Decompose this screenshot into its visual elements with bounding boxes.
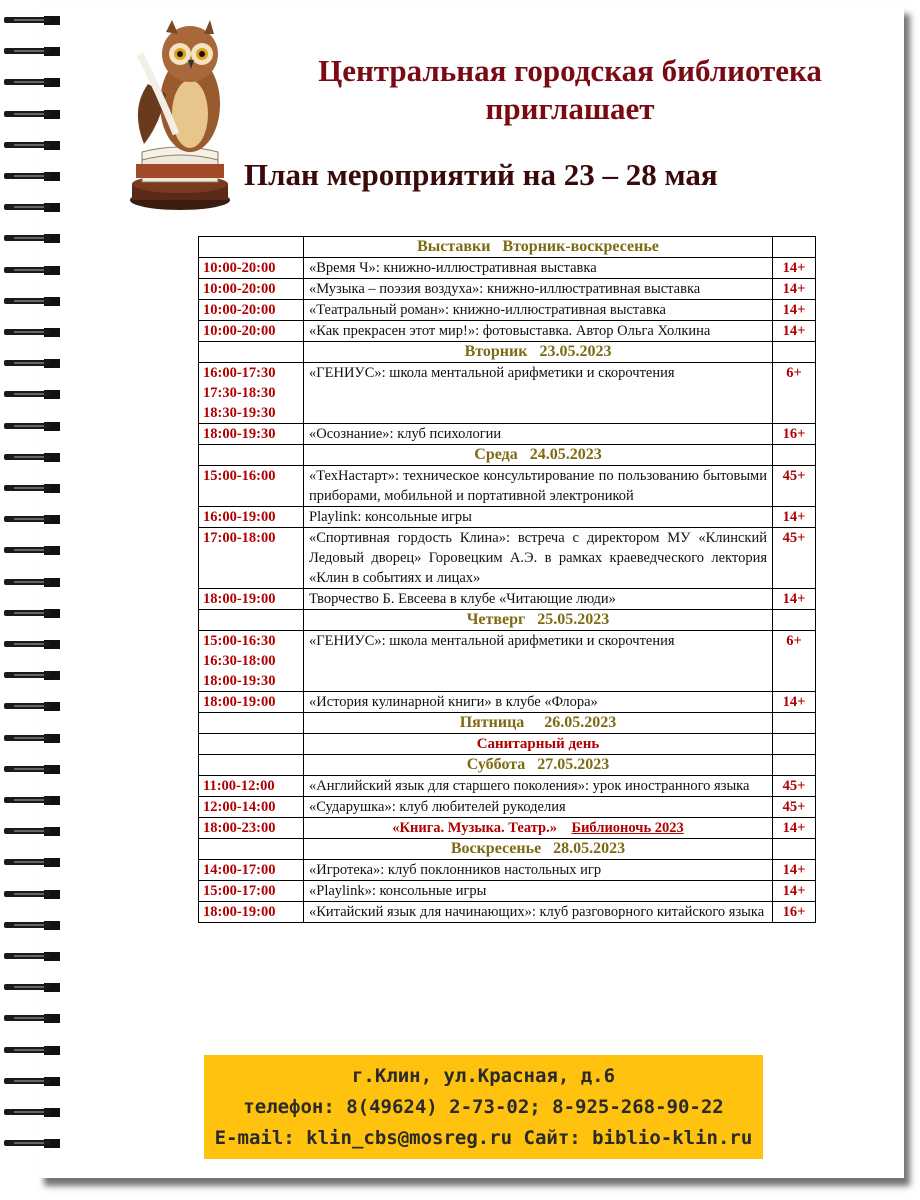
time-range: 15:00-16:00 (203, 468, 276, 484)
binding-ring (4, 513, 62, 526)
time-range: 10:00-20:00 (203, 260, 276, 276)
age-rating: 45+ (773, 528, 816, 589)
empty-cell (773, 445, 816, 466)
contact-info-box (204, 1055, 763, 1159)
age-rating: 16+ (773, 902, 816, 923)
section-row (199, 237, 816, 258)
binding-ring (4, 732, 62, 745)
special-event-cell (304, 818, 773, 839)
time-cell (199, 528, 304, 589)
binding-ring (4, 420, 62, 433)
time-range: 18:00-19:30 (203, 673, 276, 689)
time-range: 10:00-20:00 (203, 281, 276, 297)
page-title: Центральная городская библиотека (318, 53, 822, 88)
event-description: «Театральный роман»: книжно-иллюстративная выставка (304, 300, 773, 321)
event-description: «Как прекрасен этот мир!»: фотовыставка. Автор Ольга Холкина (304, 321, 773, 342)
empty-cell (199, 445, 304, 466)
event-row (199, 589, 816, 610)
event-row (199, 279, 816, 300)
binding-ring (4, 1106, 62, 1119)
section-heading: Суббота 27.05.2023 (304, 755, 773, 776)
event-row (199, 797, 816, 818)
section-row (199, 839, 816, 860)
time-cell (199, 507, 304, 528)
event-row (199, 321, 816, 342)
empty-cell (199, 734, 304, 755)
events-plan-heading: План мероприятий на 23 – 28 мая (244, 157, 718, 192)
age-rating: 14+ (773, 258, 816, 279)
event-row (199, 300, 816, 321)
empty-cell (773, 610, 816, 631)
time-range: 18:00-19:30 (203, 426, 276, 442)
event-description: «Китайский язык для начинающих»: клуб разговорного китайского языка (304, 902, 773, 923)
event-row (199, 881, 816, 902)
section-heading: Пятница 26.05.2023 (304, 713, 773, 734)
time-range: 16:00-17:30 (203, 365, 276, 381)
owl-figurine-image (120, 14, 238, 214)
event-description: «Осознание»: клуб психологии (304, 424, 773, 445)
time-range: 12:00-14:00 (203, 799, 276, 815)
binding-ring (4, 170, 62, 183)
library-phone: телефон: 8(49624) 2-73-02; 8-925-268-90-22 (243, 1096, 724, 1118)
binding-ring (4, 638, 62, 651)
schedule-table (198, 236, 816, 923)
time-range: 10:00-20:00 (203, 323, 276, 339)
event-row (199, 363, 816, 424)
age-rating: 14+ (773, 860, 816, 881)
time-range: 18:00-19:00 (203, 591, 276, 607)
special-event-title: «Книга. Музыка. Театр.» (392, 820, 557, 836)
binding-ring (4, 825, 62, 838)
age-rating: 45+ (773, 797, 816, 818)
time-range: 18:00-19:00 (203, 904, 276, 920)
section-heading: Среда 24.05.2023 (304, 445, 773, 466)
empty-cell (773, 755, 816, 776)
time-cell (199, 818, 304, 839)
binding-ring (4, 201, 62, 214)
event-row (199, 466, 816, 507)
section-row (199, 755, 816, 776)
time-range: 15:00-16:30 (203, 633, 276, 649)
event-row (199, 776, 816, 797)
binding-ring (4, 794, 62, 807)
empty-cell (773, 713, 816, 734)
event-row (199, 692, 816, 713)
age-rating: 14+ (773, 589, 816, 610)
binding-ring (4, 700, 62, 713)
time-cell (199, 321, 304, 342)
binding-ring (4, 108, 62, 121)
binding-ring (4, 607, 62, 620)
binding-ring (4, 856, 62, 869)
empty-cell (199, 839, 304, 860)
binding-ring (4, 1044, 62, 1057)
event-description: «Игротека»: клуб поклонников настольных игр (304, 860, 773, 881)
time-cell (199, 424, 304, 445)
empty-cell (199, 610, 304, 631)
event-row (199, 631, 816, 692)
age-rating: 14+ (773, 507, 816, 528)
event-row (199, 507, 816, 528)
event-row (199, 528, 816, 589)
event-description: «Английский язык для старшего поколения»: урок иностранного языка (304, 776, 773, 797)
event-description: «ГЕНИУС»: школа ментальной арифметики и скорочтения (304, 363, 773, 424)
binding-ring (4, 451, 62, 464)
event-description: «История кулинарной книги» в клубе «Флора» (304, 692, 773, 713)
binding-ring (4, 388, 62, 401)
time-cell (199, 692, 304, 713)
binding-ring (4, 576, 62, 589)
time-range: 11:00-12:00 (203, 778, 275, 794)
empty-cell (199, 713, 304, 734)
empty-cell (773, 237, 816, 258)
age-rating: 16+ (773, 424, 816, 445)
binding-ring (4, 919, 62, 932)
time-range: 18:30-19:30 (203, 405, 276, 421)
age-rating: 45+ (773, 466, 816, 507)
binding-ring (4, 763, 62, 776)
section-row (199, 445, 816, 466)
binding-ring (4, 1075, 62, 1088)
empty-cell (199, 755, 304, 776)
time-range: 17:00-18:00 (203, 530, 276, 546)
section-heading: Воскресенье 28.05.2023 (304, 839, 773, 860)
time-cell (199, 466, 304, 507)
age-rating: 45+ (773, 776, 816, 797)
library-address: г.Клин, ул.Красная, д.6 (351, 1065, 616, 1087)
time-cell (199, 776, 304, 797)
time-range: 10:00-20:00 (203, 302, 276, 318)
event-row (199, 818, 816, 839)
section-row (199, 610, 816, 631)
event-description: «Время Ч»: книжно-иллюстративная выставка (304, 258, 773, 279)
time-range: 17:30-18:30 (203, 385, 276, 401)
time-range: 16:00-19:00 (203, 509, 276, 525)
age-rating: 14+ (773, 279, 816, 300)
age-rating: 14+ (773, 818, 816, 839)
section-heading: Выставки Вторник-воскресенье (304, 237, 773, 258)
binding-ring (4, 295, 62, 308)
binding-ring (4, 482, 62, 495)
time-cell (199, 797, 304, 818)
event-description: Творчество Б. Евсеева в клубе «Читающие люди» (304, 589, 773, 610)
page-title-invite: приглашает (485, 91, 655, 126)
binding-ring (4, 14, 62, 27)
event-row (199, 902, 816, 923)
age-rating: 6+ (773, 631, 816, 692)
binding-ring (4, 139, 62, 152)
section-row (199, 713, 816, 734)
library-email-site: E-mail: klin_cbs@mosreg.ru Сайт: biblio-klin.ru (214, 1127, 753, 1149)
event-description: «ГЕНИУС»: школа ментальной арифметики и скорочтения (304, 631, 773, 692)
sanitary-day-label: Санитарный день (304, 734, 773, 755)
age-rating: 14+ (773, 692, 816, 713)
time-cell (199, 631, 304, 692)
binding-ring (4, 232, 62, 245)
time-range: 18:00-23:00 (203, 820, 276, 836)
empty-cell (199, 342, 304, 363)
age-rating: 6+ (773, 363, 816, 424)
binding-ring (4, 544, 62, 557)
event-description: Playlink: консольные игры (304, 507, 773, 528)
section-row (199, 342, 816, 363)
binding-ring (4, 888, 62, 901)
special-event-name: Библионочь 2023 (571, 820, 684, 836)
age-rating: 14+ (773, 881, 816, 902)
binding-ring (4, 1137, 62, 1150)
time-cell (199, 589, 304, 610)
time-cell (199, 279, 304, 300)
time-cell (199, 881, 304, 902)
time-cell (199, 258, 304, 279)
event-row (199, 424, 816, 445)
time-cell (199, 902, 304, 923)
binding-ring (4, 981, 62, 994)
time-cell (199, 300, 304, 321)
binding-ring (4, 669, 62, 682)
time-range: 15:00-17:00 (203, 883, 276, 899)
age-rating: 14+ (773, 300, 816, 321)
section-heading: Вторник 23.05.2023 (304, 342, 773, 363)
empty-cell (773, 839, 816, 860)
time-cell (199, 363, 304, 424)
time-range: 18:00-19:00 (203, 694, 276, 710)
event-description: «Сударушка»: клуб любителей рукоделия (304, 797, 773, 818)
age-rating: 14+ (773, 321, 816, 342)
spiral-binding (0, 14, 64, 1184)
event-description: «Музыка – поэзия воздуха»: книжно-иллюстративная выставка (304, 279, 773, 300)
binding-ring (4, 950, 62, 963)
event-description: «Playlink»: консольные игры (304, 881, 773, 902)
empty-cell (773, 734, 816, 755)
section-heading: Четверг 25.05.2023 (304, 610, 773, 631)
time-range: 14:00-17:00 (203, 862, 276, 878)
event-description: «Спортивная гордость Клина»: встреча с директором МУ «Клинский Ледовый дворец» Горовецким А.Э. в рамках краеведческого лектория «Клин в событиях и лицах» (304, 528, 773, 589)
binding-ring (4, 45, 62, 58)
binding-ring (4, 76, 62, 89)
event-row (199, 860, 816, 881)
binding-ring (4, 1012, 62, 1025)
event-description: «ТехНастарт»: техническое консультирование по пользованию бытовыми приборами, мобильной и портативной электроникой (304, 466, 773, 507)
binding-ring (4, 357, 62, 370)
event-row (199, 258, 816, 279)
binding-ring (4, 326, 62, 339)
sanitary-day-row (199, 734, 816, 755)
binding-ring (4, 264, 62, 277)
empty-cell (199, 237, 304, 258)
time-cell (199, 860, 304, 881)
time-range: 16:30-18:00 (203, 653, 276, 669)
empty-cell (773, 342, 816, 363)
